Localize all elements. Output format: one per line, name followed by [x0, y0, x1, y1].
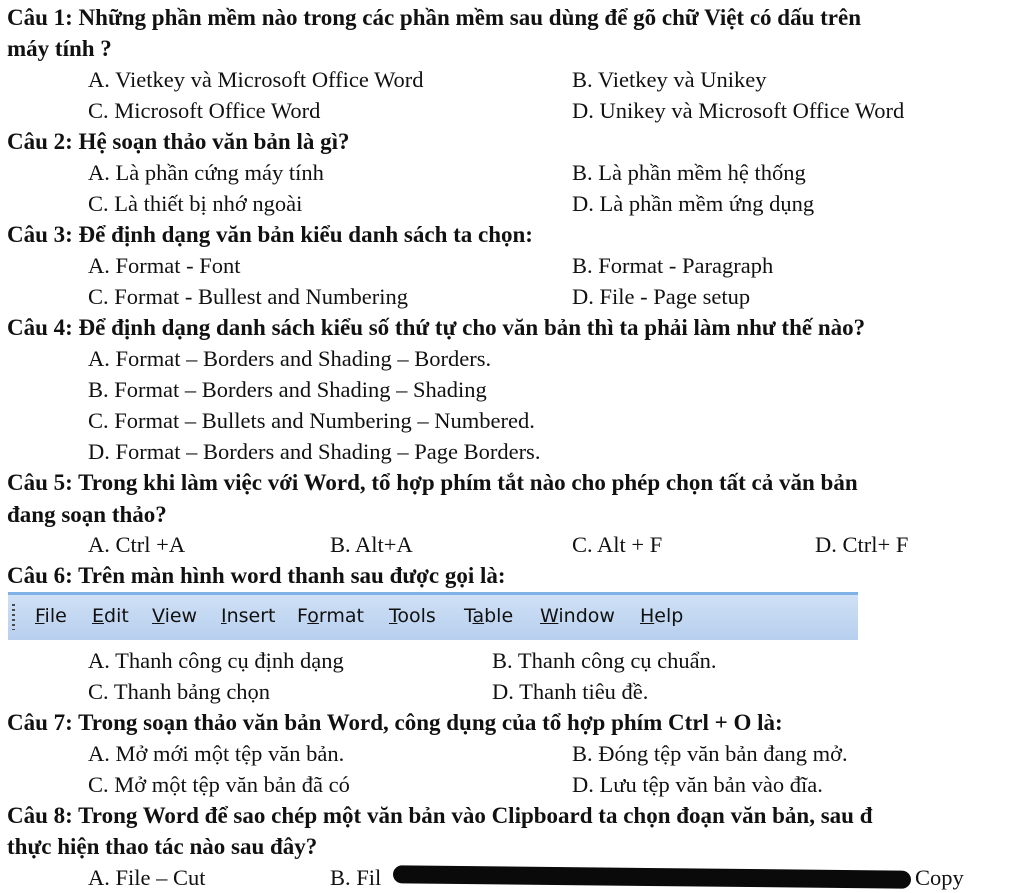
- q2-option-b: B. Là phần mềm hệ thống: [572, 160, 806, 185]
- q3-option-a: A. Format - Font: [88, 253, 241, 278]
- question-3-text: Câu 3: Để định dạng văn bản kiểu danh sách ta chọn:: [7, 222, 533, 247]
- menu-format[interactable]: Format: [297, 605, 364, 627]
- q5-option-d: D. Ctrl+ F: [815, 532, 909, 557]
- q8-option-b: B. Fil: [330, 865, 382, 890]
- q5-option-c: C. Alt + F: [572, 532, 663, 557]
- word-menu-bar: [8, 592, 858, 640]
- menu-table[interactable]: Table: [464, 605, 514, 627]
- question-2-text: Câu 2: Hệ soạn thảo văn bản là gì?: [7, 129, 350, 154]
- q3-option-d: D. File - Page setup: [572, 284, 751, 309]
- q1-option-d: D. Unikey và Microsoft Office Word: [572, 98, 905, 123]
- menu-file[interactable]: File: [35, 605, 67, 627]
- q4-option-a: A. Format – Borders and Shading – Borders.: [88, 346, 492, 371]
- q6-option-a: A. Thanh công cụ định dạng: [88, 648, 344, 673]
- q4-option-c: C. Format – Bullets and Numbering – Numbered.: [88, 408, 535, 433]
- q8-option-d-partial: Copy: [915, 865, 964, 890]
- menu-help[interactable]: Help: [640, 605, 684, 627]
- menu-window[interactable]: Window: [540, 605, 615, 627]
- toolbar-grip: [12, 604, 15, 630]
- q1-option-c: C. Microsoft Office Word: [88, 98, 321, 123]
- menu-edit[interactable]: Edit: [92, 605, 129, 627]
- question-8-text-cont: thực hiện thao tác nào sau đây?: [7, 834, 318, 859]
- q5-option-b: B. Alt+A: [330, 532, 413, 557]
- q7-option-d: D. Lưu tệp văn bản vào đĩa.: [572, 772, 823, 797]
- question-1-text-cont: máy tính ?: [7, 36, 112, 61]
- question-7-text: Câu 7: Trong soạn thảo văn bản Word, công dụng của tổ hợp phím Ctrl + O là:: [7, 710, 783, 735]
- menu-view[interactable]: View: [152, 605, 198, 627]
- q6-option-b: B. Thanh công cụ chuẩn.: [492, 648, 717, 673]
- q1-option-a: A. Vietkey và Microsoft Office Word: [88, 67, 424, 92]
- question-5-text: Câu 5: Trong khi làm việc với Word, tổ hợp phím tắt nào cho phép chọn tất cả văn bản: [7, 470, 858, 495]
- q2-option-d: D. Là phần mềm ứng dụng: [572, 191, 815, 216]
- question-6-text: Câu 6: Trên màn hình word thanh sau được gọi là:: [7, 563, 506, 588]
- q7-option-a: A. Mở mới một tệp văn bản.: [88, 741, 345, 766]
- q8-option-a: A. File – Cut: [88, 865, 206, 890]
- q6-option-d: D. Thanh tiêu đề.: [492, 679, 649, 704]
- q2-option-c: C. Là thiết bị nhớ ngoài: [88, 191, 303, 216]
- q4-option-b: B. Format – Borders and Shading – Shading: [88, 377, 487, 402]
- q3-option-b: B. Format - Paragraph: [572, 253, 774, 278]
- q4-option-d: D. Format – Borders and Shading – Page Borders.: [88, 439, 541, 464]
- q1-option-b: B. Vietkey và Unikey: [572, 67, 767, 92]
- q5-option-a: A. Ctrl +A: [88, 532, 186, 557]
- question-8-text: Câu 8: Trong Word để sao chép một văn bản vào Clipboard ta chọn đoạn văn bản, sau đ: [7, 803, 873, 828]
- menu-insert[interactable]: Insert: [221, 605, 276, 627]
- q7-option-b: B. Đóng tệp văn bản đang mở.: [572, 741, 848, 766]
- q2-option-a: A. Là phần cứng máy tính: [88, 160, 324, 185]
- ink-scribble-occlusion: [393, 865, 911, 888]
- q3-option-c: C. Format - Bullest and Numbering: [88, 284, 408, 309]
- menu-tools[interactable]: Tools: [389, 605, 436, 627]
- q7-option-c: C. Mở một tệp văn bản đã có: [88, 772, 350, 797]
- question-1-text: Câu 1: Những phần mềm nào trong các phần mềm sau dùng để gõ chữ Việt có dấu trên: [7, 5, 861, 30]
- question-5-text-cont: đang soạn thảo?: [7, 502, 167, 527]
- question-4-text: Câu 4: Để định dạng danh sách kiểu số thứ tự cho văn bản thì ta phải làm như thế nào?: [7, 315, 866, 340]
- q6-option-c: C. Thanh bảng chọn: [88, 679, 271, 704]
